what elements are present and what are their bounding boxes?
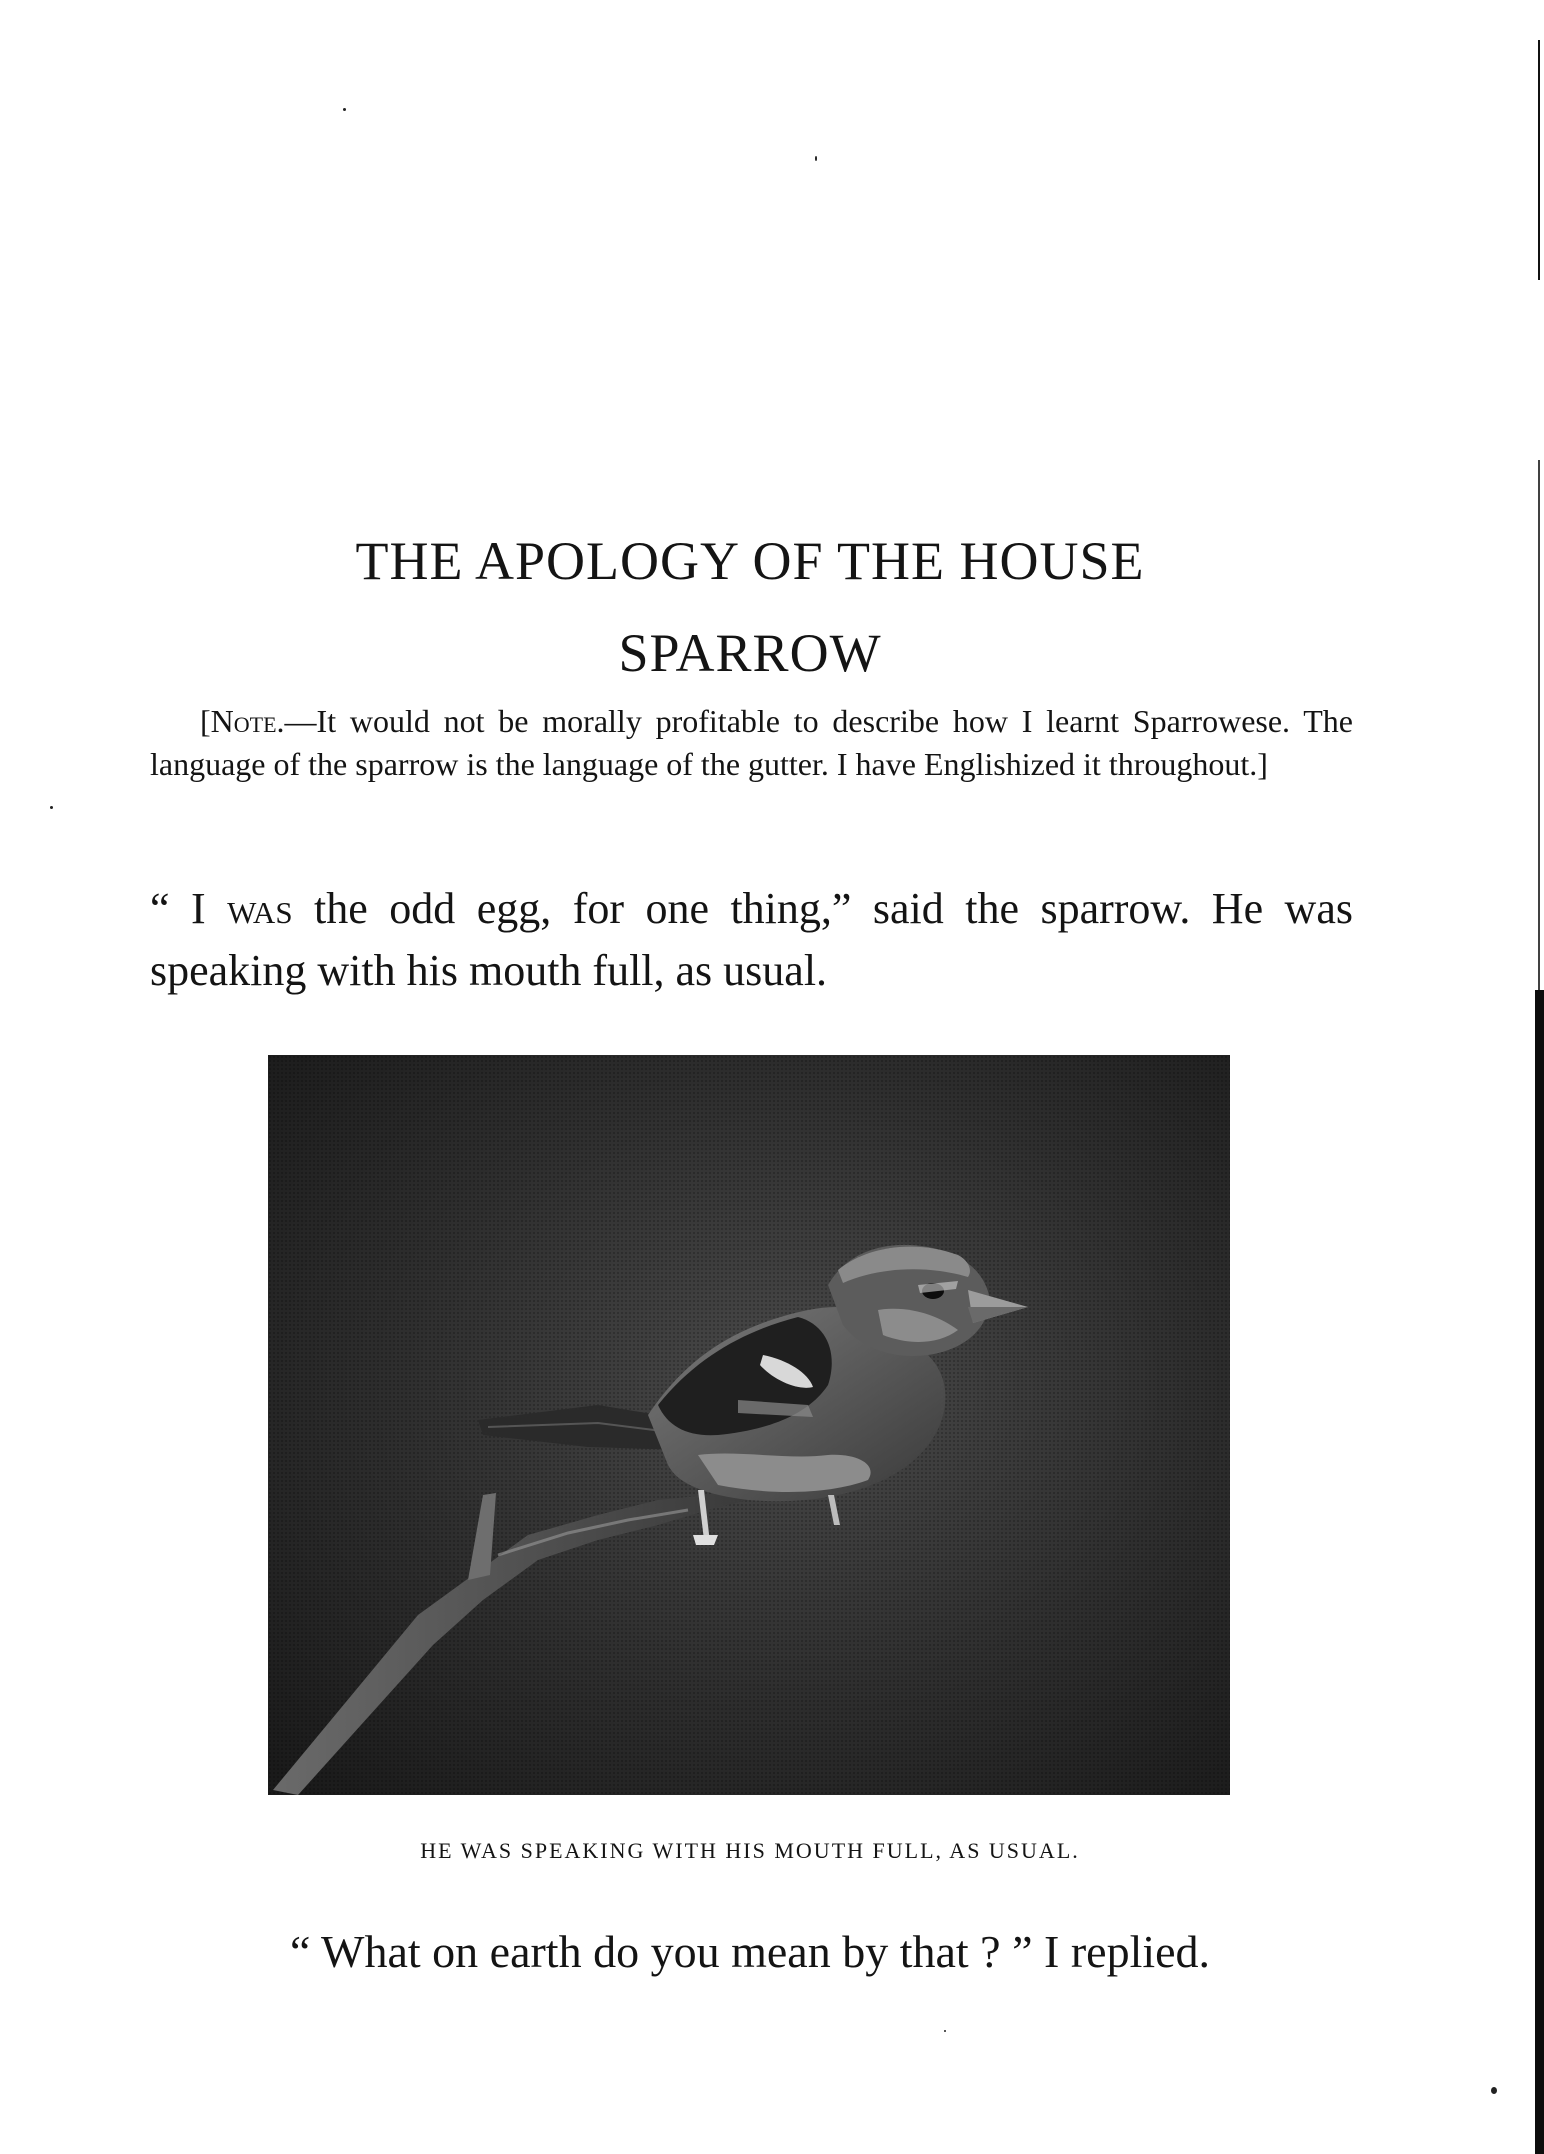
dust-speck: [1491, 2087, 1497, 2094]
dust-speck: [944, 2030, 946, 2032]
note-open-bracket: [: [200, 703, 211, 739]
sparrow-illustration: [268, 1055, 1230, 1795]
dust-speck: [50, 806, 53, 809]
note-text: —It would not be morally profitable to describe how I learnt Sparrowese. The language of the sparrow is the language of the gutter. I have Englishized it throughout.]: [150, 703, 1353, 782]
chapter-title-line-1: THE APOLOGY OF THE HOUSE: [355, 531, 1145, 591]
chapter-title: [0, 515, 1500, 699]
dust-speck: [343, 108, 346, 111]
note-label: Note.: [210, 703, 285, 739]
chapter-title-line-2: SPARROW: [618, 623, 882, 683]
scanned-page-edge: [1534, 0, 1544, 2154]
paragraph-text: the odd egg, for one thing,” said the sparrow. He was speaking with his mouth full, as usual.: [150, 884, 1353, 995]
closing-line: “ What on earth do you mean by that ? ” I replied.: [289, 1926, 1211, 1977]
quote-open: “ I: [150, 884, 228, 933]
dust-speck: [815, 156, 817, 161]
opening-paragraph: [150, 878, 1353, 1002]
small-caps-word: was: [227, 884, 293, 933]
illustration-caption: HE WAS SPEAKING WITH HIS MOUTH FULL, AS USUAL.: [420, 1838, 1080, 1863]
translator-note: [150, 700, 1353, 786]
sparrow-photo: [268, 1055, 1230, 1795]
